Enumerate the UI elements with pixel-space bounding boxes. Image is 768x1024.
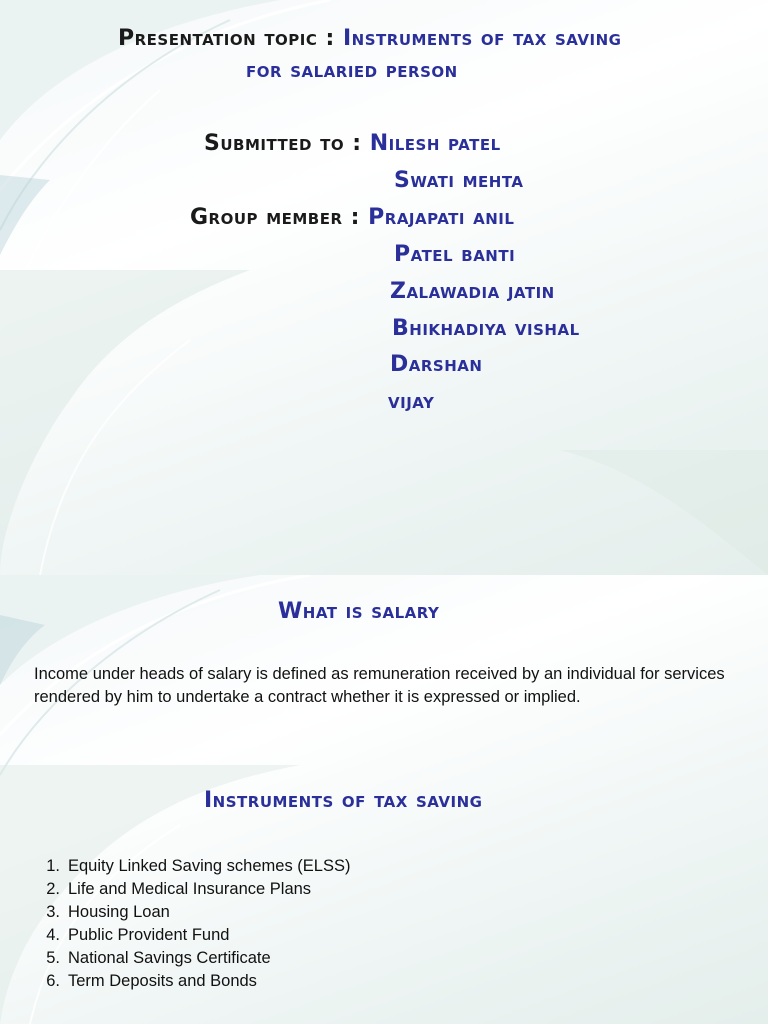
list-item — [34, 855, 350, 878]
list-number: 5. — [46, 949, 60, 967]
list-item — [34, 947, 350, 970]
submitted-to-label: Submitted to : — [204, 131, 370, 156]
topic-title-line1: Instruments of tax saving — [343, 26, 622, 51]
list-text: Equity Linked Saving schemes (ELSS) — [68, 857, 351, 875]
list-number: 6. — [46, 972, 60, 990]
list-item — [34, 901, 350, 924]
list-text: Public Provident Fund — [68, 926, 230, 944]
group-member-name: Darshan — [390, 352, 483, 377]
submitted-to-name: Nilesh patel — [369, 131, 501, 156]
list-item — [34, 970, 350, 993]
topic-title-line2: for salaried person — [246, 58, 458, 83]
group-member-name: Prajapati anil — [368, 205, 515, 230]
list-text: Life and Medical Insurance Plans — [68, 880, 312, 898]
list-item — [34, 878, 350, 901]
list-text: Term Deposits and Bonds — [68, 972, 257, 990]
section-heading-instruments: Instruments of tax saving — [204, 788, 483, 813]
instruments-list — [34, 855, 350, 993]
group-member-name: Zalawadia jatin — [390, 279, 555, 304]
salary-definition-paragraph: Income under heads of salary is defined as remuneration received by an individual for services rendered by him to undertake a contract whether it is expressed or implied. — [34, 665, 725, 706]
section-heading-salary: What is salary — [278, 599, 440, 624]
group-member-name: Bhikhadiya vishal — [392, 316, 580, 341]
group-member-row — [190, 205, 514, 230]
topic-row — [118, 26, 621, 51]
topic-label: Presentation topic : — [118, 26, 343, 51]
list-text: National Savings Certificate — [68, 949, 271, 967]
group-member-name: Patel banti — [394, 242, 516, 267]
list-number: 2. — [46, 880, 60, 898]
list-item — [34, 924, 350, 947]
submitted-to-name: Swati mehta — [394, 168, 524, 193]
group-member-label: Group member : — [190, 205, 369, 230]
list-number: 4. — [46, 926, 60, 944]
list-number: 3. — [46, 903, 60, 921]
list-text: Housing Loan — [68, 903, 170, 921]
group-member-name: vijay — [388, 389, 435, 414]
slide-content — [0, 575, 768, 1024]
submitted-to-row — [204, 131, 501, 156]
list-number: 1. — [46, 857, 60, 875]
